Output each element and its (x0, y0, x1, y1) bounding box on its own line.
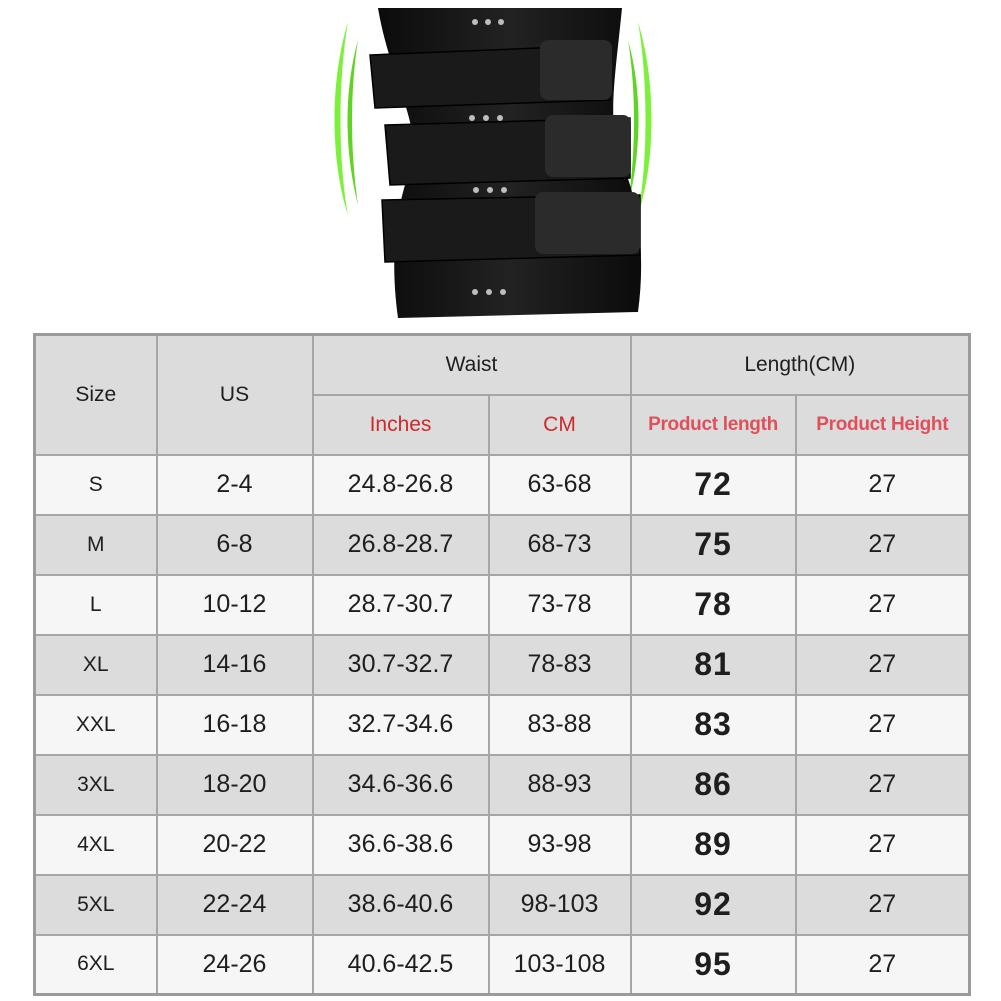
cell-product-length: 92 (631, 875, 796, 935)
table-row (35, 935, 970, 995)
cell-cm: 78-83 (489, 635, 631, 695)
waist-trainer-image (300, 0, 700, 330)
cell-cm: 88-93 (489, 755, 631, 815)
cell-product-height: 27 (796, 875, 970, 935)
table-row (35, 575, 970, 635)
table-row (35, 515, 970, 575)
cell-size: 6XL (35, 935, 157, 995)
cell-size: M (35, 515, 157, 575)
cell-us: 16-18 (157, 695, 313, 755)
cell-inches: 30.7-32.7 (313, 635, 489, 695)
cell-us: 18-20 (157, 755, 313, 815)
cell-cm: 73-78 (489, 575, 631, 635)
cell-size: 4XL (35, 815, 157, 875)
table-row (35, 875, 970, 935)
cell-product-height: 27 (796, 755, 970, 815)
cell-us: 22-24 (157, 875, 313, 935)
cell-cm: 93-98 (489, 815, 631, 875)
header-length: Length(CM) (631, 335, 970, 395)
cell-inches: 24.8-26.8 (313, 455, 489, 515)
cell-product-height: 27 (796, 815, 970, 875)
size-chart-table (33, 333, 971, 996)
header-cm: CM (489, 395, 631, 455)
cell-product-length: 72 (631, 455, 796, 515)
table-row (35, 755, 970, 815)
table-row (35, 455, 970, 515)
cell-product-height: 27 (796, 515, 970, 575)
cell-product-length: 83 (631, 695, 796, 755)
cell-inches: 32.7-34.6 (313, 695, 489, 755)
cell-inches: 36.6-38.6 (313, 815, 489, 875)
cell-product-height: 27 (796, 575, 970, 635)
cell-size: XL (35, 635, 157, 695)
cell-inches: 34.6-36.6 (313, 755, 489, 815)
cell-us: 10-12 (157, 575, 313, 635)
cell-us: 6-8 (157, 515, 313, 575)
cell-cm: 68-73 (489, 515, 631, 575)
cell-cm: 98-103 (489, 875, 631, 935)
cell-us: 20-22 (157, 815, 313, 875)
header-size: Size (35, 335, 157, 455)
cell-inches: 26.8-28.7 (313, 515, 489, 575)
header-waist: Waist (313, 335, 631, 395)
cell-size: 5XL (35, 875, 157, 935)
cell-size: 3XL (35, 755, 157, 815)
cell-cm: 103-108 (489, 935, 631, 995)
strap-velcro-patches (535, 40, 640, 254)
cell-product-length: 89 (631, 815, 796, 875)
cell-product-height: 27 (796, 635, 970, 695)
cell-product-length: 75 (631, 515, 796, 575)
cell-size: S (35, 455, 157, 515)
cell-product-height: 27 (796, 455, 970, 515)
table-row (35, 695, 970, 755)
cell-size: L (35, 575, 157, 635)
right-slimming-arrow-icon (638, 22, 652, 215)
cell-inches: 40.6-42.5 (313, 935, 489, 995)
cell-product-height: 27 (796, 935, 970, 995)
cell-product-length: 81 (631, 635, 796, 695)
cell-cm: 63-68 (489, 455, 631, 515)
cell-product-length: 95 (631, 935, 796, 995)
cell-inches: 38.6-40.6 (313, 875, 489, 935)
left-slimming-arrow-icon (335, 22, 349, 215)
cell-inches: 28.7-30.7 (313, 575, 489, 635)
cell-size: XXL (35, 695, 157, 755)
cell-product-length: 78 (631, 575, 796, 635)
header-us: US (157, 335, 313, 455)
cell-product-length: 86 (631, 755, 796, 815)
cell-product-height: 27 (796, 695, 970, 755)
cell-us: 2-4 (157, 455, 313, 515)
table-row (35, 815, 970, 875)
header-product-length: Product length (631, 395, 796, 455)
cell-cm: 83-88 (489, 695, 631, 755)
table-row (35, 635, 970, 695)
cell-us: 24-26 (157, 935, 313, 995)
header-product-height: Product Height (796, 395, 970, 455)
header-inches: Inches (313, 395, 489, 455)
cell-us: 14-16 (157, 635, 313, 695)
